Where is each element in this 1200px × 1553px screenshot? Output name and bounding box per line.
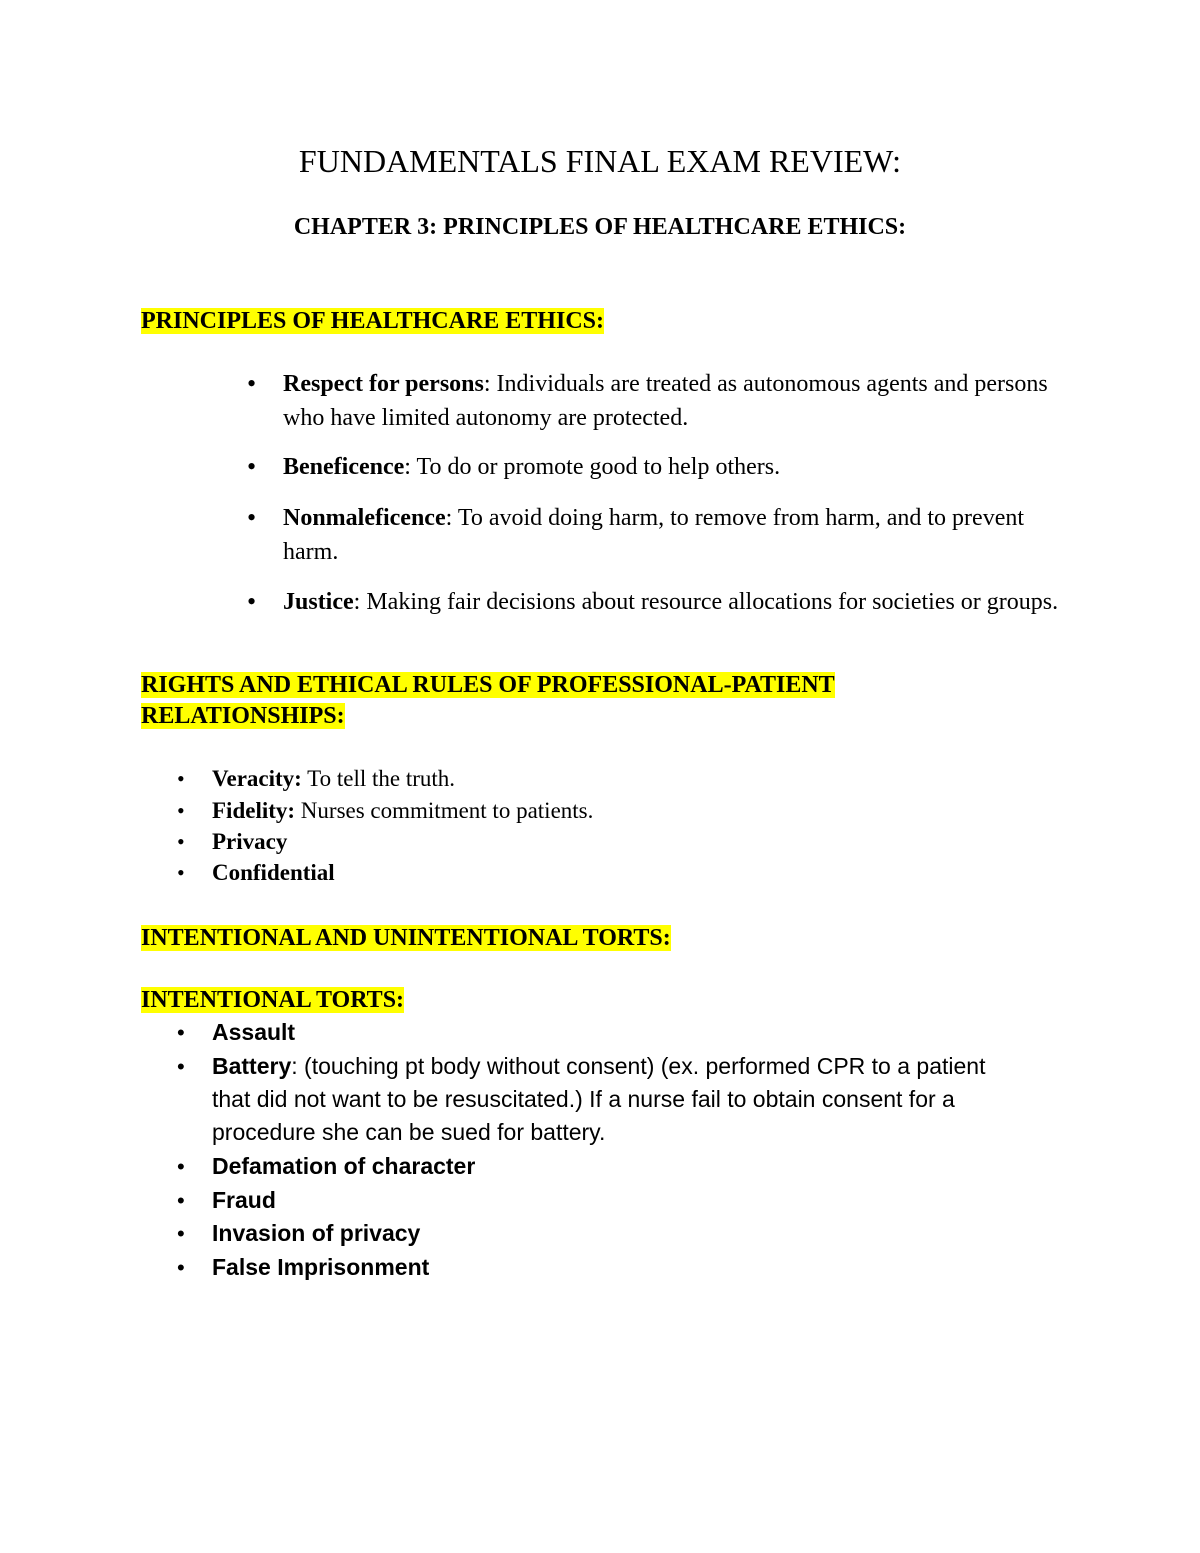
bullet-icon: • (177, 1221, 185, 1246)
list-item: • Fraud (177, 1184, 997, 1217)
list-item: • Respect for persons: Individuals are treated as autonomous agents and persons who have limited autonomy are protected. (247, 369, 1048, 431)
bullet-icon: • (177, 829, 185, 854)
bullet-icon: • (247, 503, 257, 532)
bullet-icon: • (177, 1154, 185, 1179)
bullet-icon: • (177, 1054, 185, 1079)
torts-heading: INTENTIONAL AND UNINTENTIONAL TORTS: (141, 925, 671, 951)
chapter-heading: CHAPTER 3: PRINCIPLES OF HEALTHCARE ETHICS: (293, 214, 907, 240)
bullet-icon: • (177, 860, 185, 885)
list-item: • Battery: (touching pt body without consent) (ex. performed CPR to a patient that did not want to be resuscitated.) If a nurse fail to obtain consent for a procedure she can be sued for battery. (177, 1050, 997, 1149)
list-item: • Nonmaleficence: To avoid doing harm, to remove from harm, and to prevent harm. (247, 503, 1025, 565)
list-item: • Veracity: To tell the truth. (177, 763, 1077, 795)
bullet-icon: • (177, 1188, 185, 1213)
intentional-torts-heading: INTENTIONAL TORTS: (141, 987, 405, 1013)
bullet-icon: • (177, 766, 185, 791)
bullet-icon: • (247, 369, 257, 398)
bullet-icon: • (177, 1020, 185, 1045)
principles-heading: PRINCIPLES OF HEALTHCARE ETHICS: (141, 308, 604, 334)
list-item: • Privacy (177, 826, 1077, 858)
rights-heading: RIGHTS AND ETHICAL RULES OF PROFESSIONAL-PATIENT RELATIONSHIPS: (141, 672, 835, 729)
bullet-icon: • (177, 1255, 185, 1280)
list-item: • Confidential (177, 857, 1077, 889)
list-item: • Defamation of character (177, 1150, 997, 1183)
list-item: • Invasion of privacy (177, 1217, 997, 1250)
bullet-icon: • (247, 587, 257, 616)
bullet-icon: • (247, 452, 257, 481)
list-item: • Assault (177, 1016, 997, 1049)
list-item: • Justice: Making fair decisions about resource allocations for societies or groups. (247, 585, 1067, 619)
page-title: FUNDAMENTALS FINAL EXAM REVIEW: (298, 143, 902, 179)
list-item: • Beneficence: To do or promote good to help others. (247, 450, 1067, 484)
bullet-icon: • (177, 798, 185, 823)
list-item: • False Imprisonment (177, 1251, 997, 1284)
list-item: • Fidelity: Nurses commitment to patients. (177, 795, 1077, 827)
